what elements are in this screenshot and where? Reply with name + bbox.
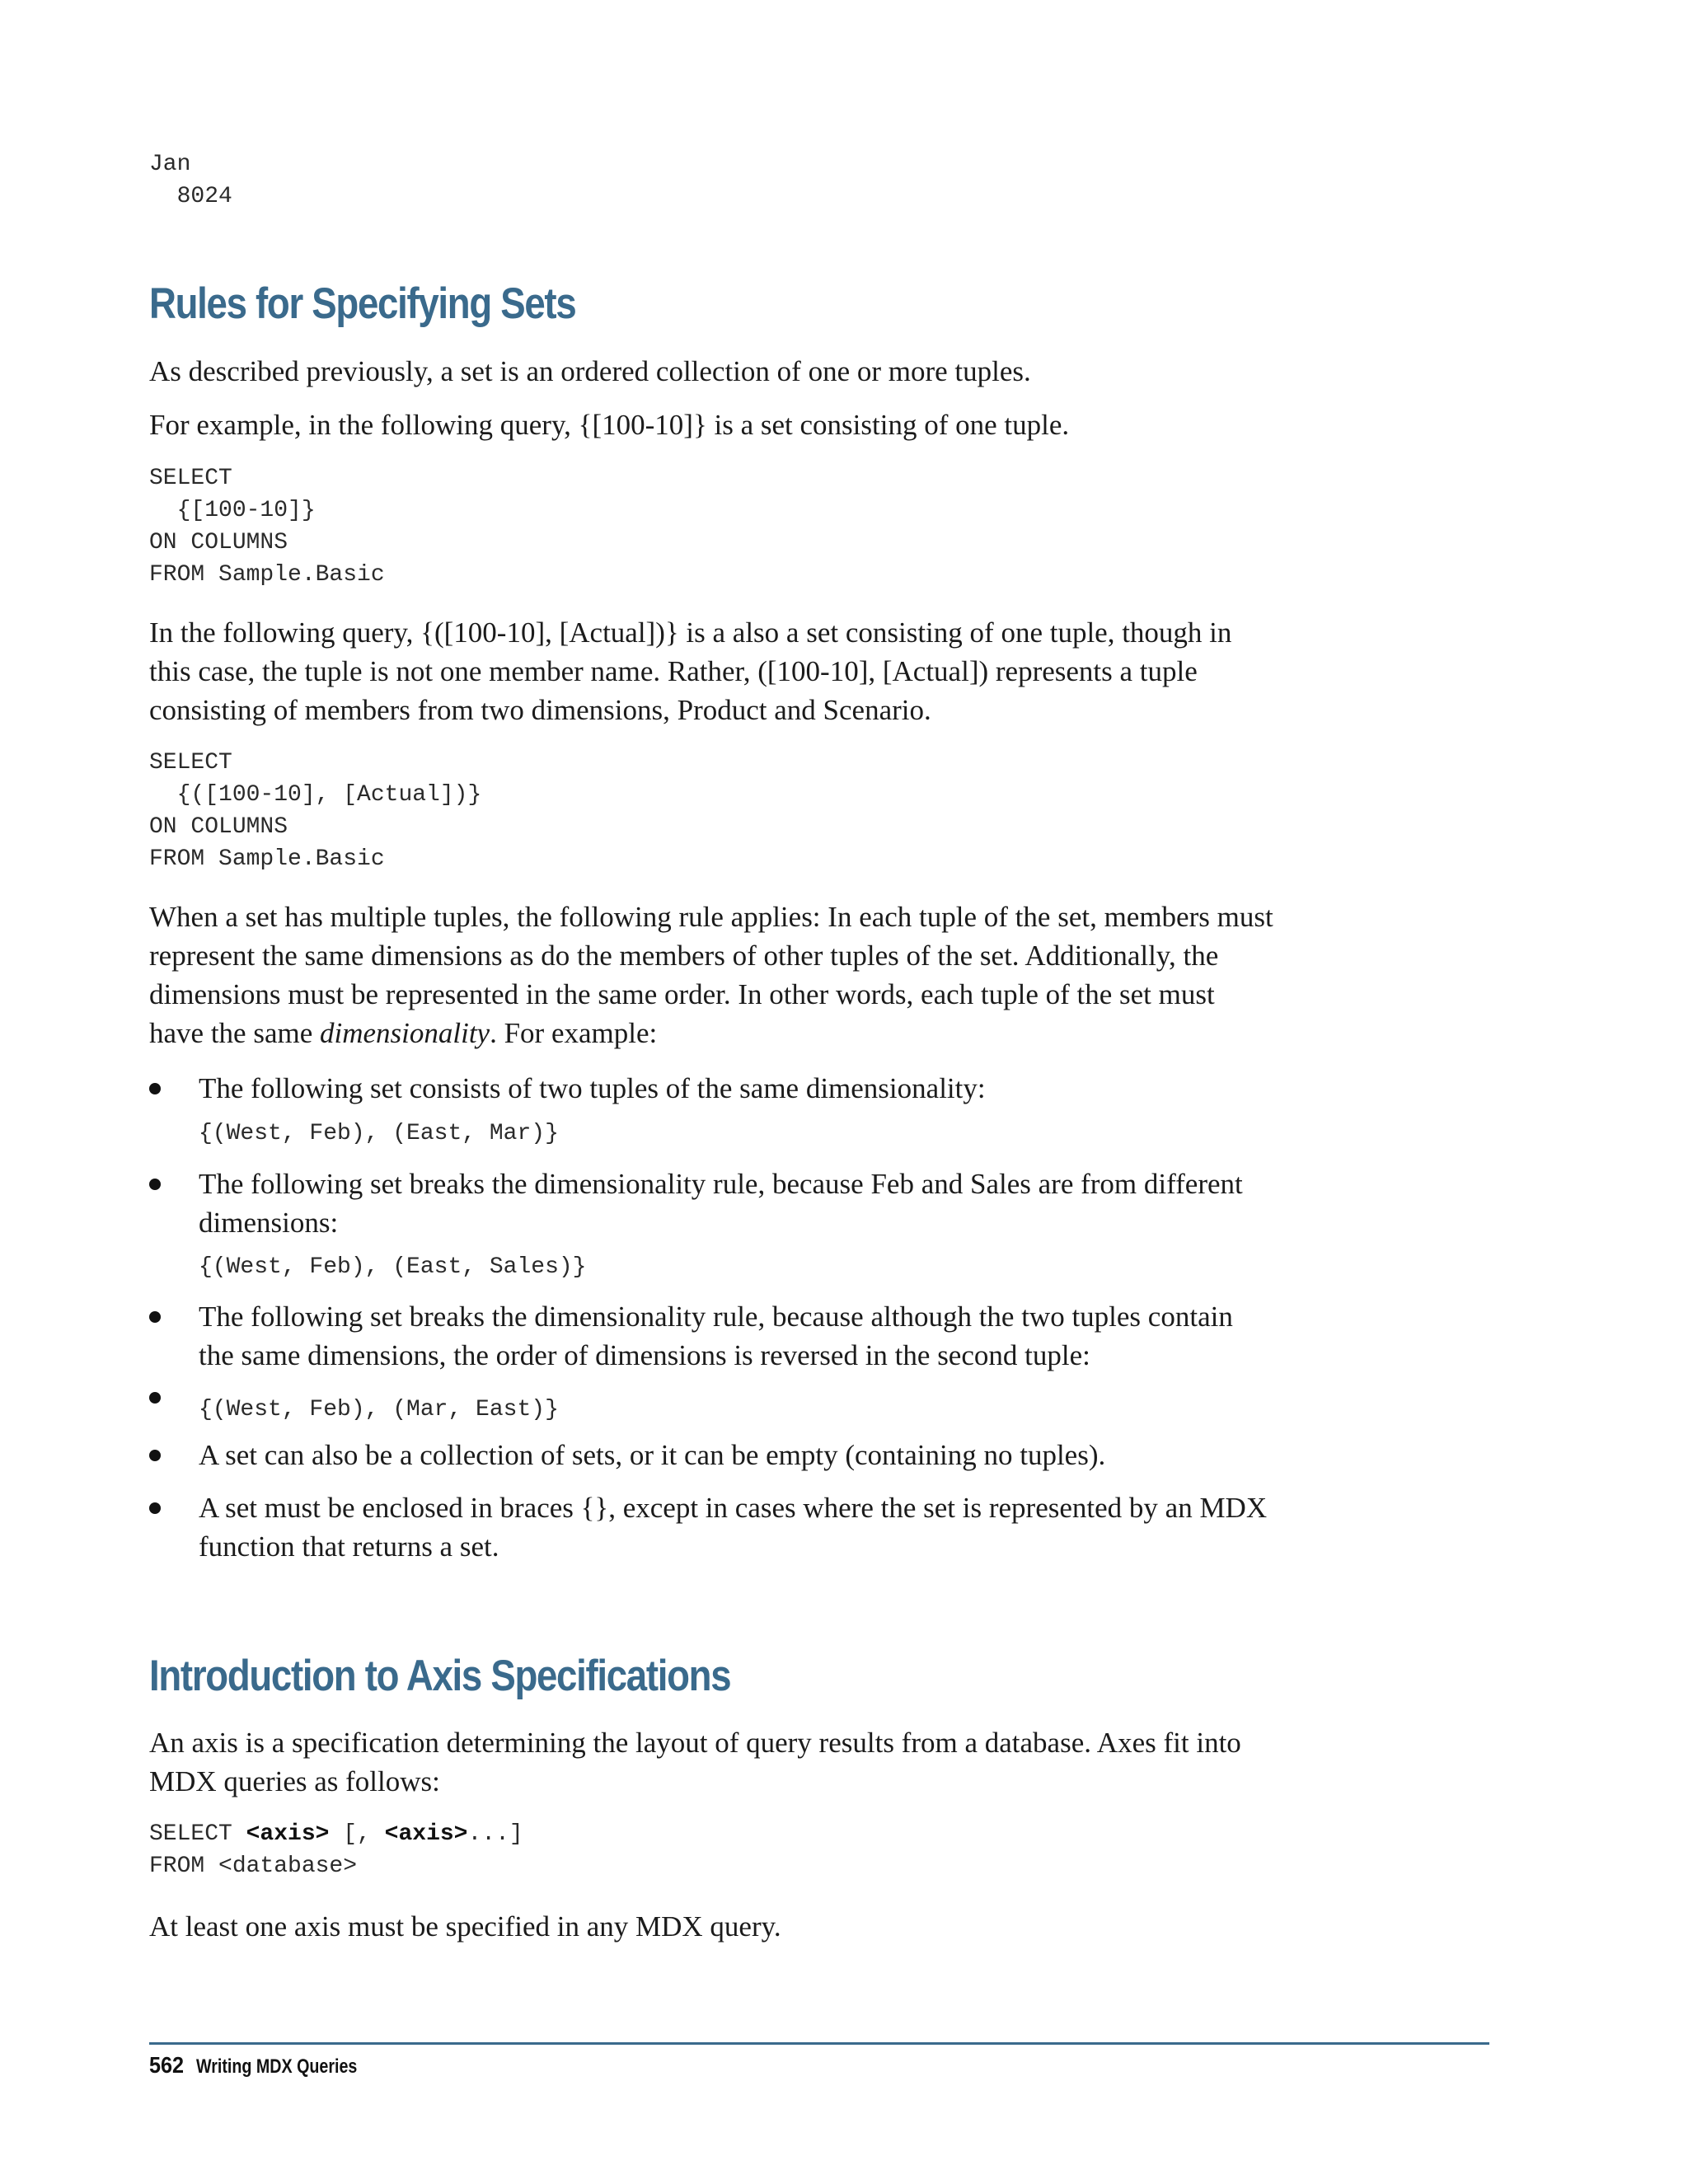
- list-item-text: The following set breaks the dimensionality rule, because Feb and Sales are from different: [199, 1168, 1243, 1200]
- code-keyword: <axis>: [246, 1821, 330, 1847]
- code-line: [149, 1818, 523, 1850]
- list-item: [149, 1488, 1320, 1566]
- paragraph-line: MDX queries as follows:: [149, 1765, 440, 1797]
- paragraph: [149, 898, 1273, 1052]
- code-block-2: [149, 747, 481, 875]
- paragraph-line: represent the same dimensions as do the members of other tuples of the set. Additionally, the: [149, 940, 1219, 972]
- footer-title: Writing MDX Queries: [196, 2055, 358, 2078]
- inline-code: {(West, Feb), (East, Sales)}: [199, 1254, 587, 1280]
- list-item-text: A set can also be a collection of sets, or it can be empty (containing no tuples).: [199, 1439, 1106, 1471]
- paragraph-line: An axis is a specification determining the layout of query results from a database. Axes fit into: [149, 1727, 1241, 1759]
- bullet-icon: [149, 1450, 161, 1461]
- code-line: ON COLUMNS: [149, 530, 288, 555]
- code-line: FROM Sample.Basic: [149, 562, 385, 588]
- page-footer: [149, 2052, 392, 2079]
- top-code-block: [149, 148, 232, 213]
- section-heading-sets: Rules for Specifying Sets: [149, 279, 576, 328]
- paragraph-line: this case, the tuple is not one member name. Rather, ([100-10], [Actual]) represents a tuple: [149, 655, 1198, 687]
- paragraph: As described previously, a set is an ordered collection of one or more tuples.: [149, 355, 1031, 387]
- paragraph: [149, 613, 1231, 729]
- inline-code: {(West, Feb), (Mar, East)}: [199, 1397, 559, 1422]
- code-text: ...]: [467, 1821, 523, 1847]
- list-item-text: the same dimensions, the order of dimensions is reversed in the second tuple:: [199, 1339, 1090, 1371]
- bullet-icon: [149, 1179, 161, 1190]
- list-item: [149, 1297, 1320, 1375]
- list-item-text: function that returns a set.: [199, 1530, 499, 1563]
- list-item-text: The following set breaks the dimensionality rule, because although the two tuples contain: [199, 1301, 1233, 1333]
- code-line: FROM Sample.Basic: [149, 846, 385, 872]
- footer-divider: [149, 2042, 1489, 2045]
- bullet-icon: [149, 1311, 161, 1323]
- paragraph: At least one axis must be specified in any MDX query.: [149, 1910, 781, 1943]
- paragraph-line: When a set has multiple tuples, the following rule applies: In each tuple of the set, members must: [149, 901, 1273, 933]
- bullet-icon: [149, 1502, 161, 1514]
- emphasis-text: dimensionality: [320, 1017, 490, 1049]
- code-block-1: [149, 462, 385, 591]
- code-line: {[100-10]}: [149, 498, 316, 523]
- text-run: have the same: [149, 1017, 320, 1049]
- list-item: [149, 1165, 1320, 1242]
- paragraph: [149, 1723, 1241, 1801]
- bullet-icon: [149, 1083, 161, 1094]
- paragraph: For example, in the following query, {[100-10]} is a set consisting of one tuple.: [149, 409, 1070, 441]
- list-item: [149, 1436, 1320, 1474]
- code-text: SELECT: [149, 1821, 246, 1847]
- code-line: SELECT: [149, 466, 232, 491]
- text-run: . For example:: [490, 1017, 658, 1049]
- paragraph-line: [149, 1014, 1273, 1052]
- paragraph-line: dimensions must be represented in the same order. In other words, each tuple of the set must: [149, 978, 1215, 1010]
- code-line: ON COLUMNS: [149, 814, 288, 840]
- code-text: [,: [329, 1821, 385, 1847]
- list-item: [149, 1387, 1320, 1426]
- code-line: {([100-10], [Actual])}: [149, 782, 482, 808]
- code-block-3: [149, 1818, 523, 1882]
- code-keyword: <axis>: [384, 1821, 468, 1847]
- paragraph-line: In the following query, {([100-10], [Actual])} is a also a set consisting of one tuple, though in: [149, 616, 1232, 649]
- code-line: FROM <database>: [149, 1854, 358, 1879]
- list-item: [149, 1069, 1320, 1108]
- section-heading-axis: Introduction to Axis Specifications: [149, 1652, 731, 1700]
- page-number: 562: [149, 2052, 185, 2078]
- code-line: SELECT: [149, 750, 232, 776]
- bullet-list: [149, 1069, 1320, 1566]
- bullet-icon: [149, 1392, 161, 1404]
- list-item-text: dimensions:: [199, 1207, 339, 1239]
- list-item-text: The following set consists of two tuples of the same dimensionality:: [199, 1072, 986, 1104]
- list-item-text: A set must be enclosed in braces {}, except in cases where the set is represented by an MDX: [199, 1492, 1268, 1524]
- code-line: 8024: [149, 184, 232, 209]
- code-line: Jan: [149, 152, 191, 177]
- inline-code: {(West, Feb), (East, Mar)}: [199, 1121, 559, 1146]
- paragraph-line: consisting of members from two dimensions, Product and Scenario.: [149, 694, 931, 726]
